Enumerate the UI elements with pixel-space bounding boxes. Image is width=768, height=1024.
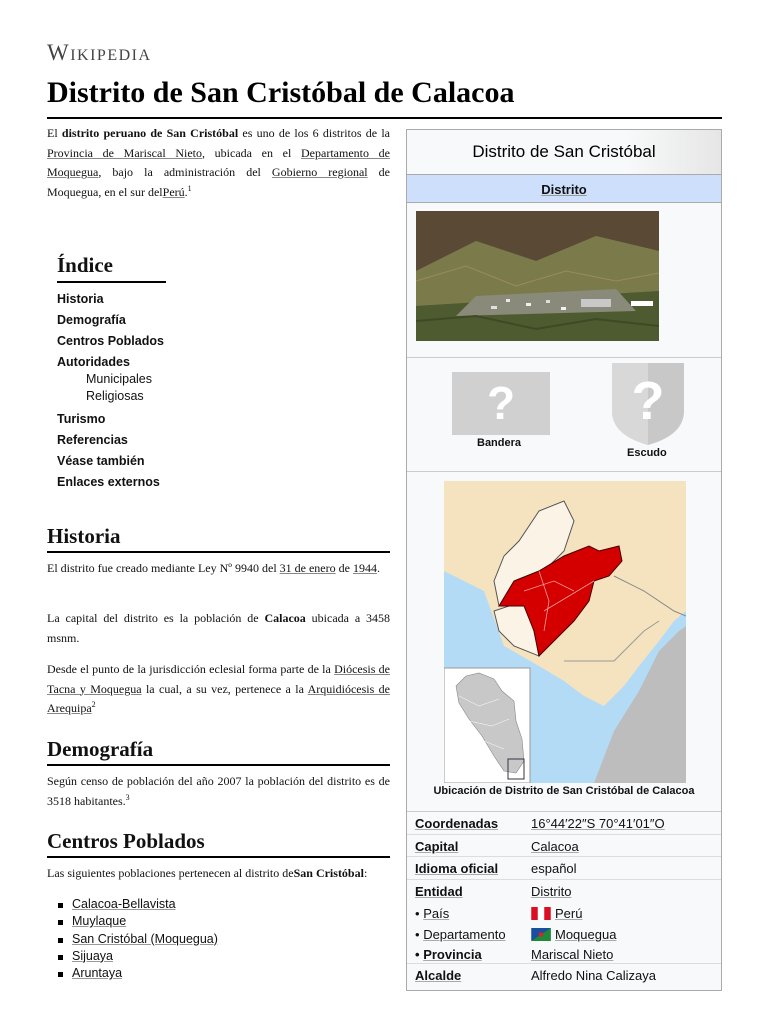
infobox-title: Distrito de San Cristóbal [407,130,721,174]
coordenadas-key[interactable]: Coordenadas [415,816,499,831]
infobox-symbols-row [407,358,721,472]
bullet: • [415,926,420,942]
historia-paragraph-2: La capital del distrito es la población de Calacoa ubicada a 3458 msnm. [47,611,391,645]
departamento-value[interactable]: Moquegua [555,926,617,942]
map-caption: Ubicación de Distrito de San Cristóbal de Calacoa [433,785,695,797]
shield-label: Escudo [627,447,667,459]
wikipedia-wordmark[interactable]: Wikipedia [47,40,152,65]
idioma-key[interactable]: Idioma oficial [415,861,499,877]
capital-value[interactable]: Calacoa [531,838,579,854]
link-provincia[interactable]: Provincia de Mariscal Nieto [47,145,202,160]
flag-label: Bandera [477,437,522,449]
infobox-photo-row [407,203,721,358]
valley-photo[interactable] [416,211,659,341]
toc-item-vease-tambien[interactable]: Véase también [57,454,145,468]
section-heading-demografia: Demografía [47,737,390,766]
provincia-value[interactable]: Mariscal Nieto [531,947,614,963]
page-title: Distrito de San Cristóbal de Calacoa [47,76,515,109]
toc-item-historia[interactable]: Historia [57,292,104,306]
link-31-enero[interactable]: 31 de enero [279,561,336,575]
entidad-key[interactable]: Entidad [415,884,463,900]
lede-paragraph: El distrito peruano de San Cristóbal es uno de los 6 distritos de la Provincia de Mariscal Nieto, ubicada en el Departamento de Moquegua, bajo la administración del Gobierno regional de Moquegua, en el sur delPerú.$^1$ [47,126,391,199]
historia-paragraph-3: Desde el punto de la jurisdicción eclesial forma parte de la Diócesis de Tacna y Moquegua la cual, a su vez, pertenece a la Arquidiócesis de Arequipa$^2$ [47,662,391,715]
title-divider [47,117,722,119]
infobox-row-idioma [407,857,721,880]
moquegua-flag-icon [531,928,551,941]
list-item[interactable]: Calacoa-Bellavista [58,896,218,913]
svg-text:?: ? [631,371,665,431]
bullet: • [415,947,420,963]
section-heading-centros-poblados: Centros Poblados [47,829,390,858]
link-arquidiocesis[interactable]: Arquidiócesis de Arequipa [47,681,391,715]
pais-value[interactable]: Perú [555,906,583,922]
table-of-contents [57,253,257,493]
link-peru[interactable]: Perú [162,184,185,199]
infobox-row-alcalde [407,964,721,987]
ref-3[interactable]: 3 [125,792,130,802]
centros-poblados-list [58,896,218,982]
list-item[interactable]: San Cristóbal (Moquegua) [58,931,218,948]
toc-item-centros-poblados[interactable]: Centros Poblados [57,334,164,348]
list-item[interactable]: Aruntaya [58,965,218,982]
infobox-row-capital [407,835,721,858]
link-departamento[interactable]: Departamento de Moquegua [47,145,390,179]
entidad-value[interactable]: Distrito [531,884,572,900]
historia-paragraph-1: El distrito fue creado mediante Ley Nº 9940 del 31 de enero de 1944. [47,561,380,575]
ref-2[interactable]: 2 [91,700,96,709]
infobox-map-row [407,472,721,812]
toc-item-demografia[interactable]: Demografía [57,313,126,327]
link-gobierno-regional[interactable]: Gobierno regional [271,165,368,179]
departamento-key[interactable]: Departamento [423,926,506,942]
toc-item-religiosas[interactable]: Religiosas [86,389,144,403]
pais-key[interactable]: País [423,906,450,922]
toc-item-referencias[interactable]: Referencias [57,433,128,447]
toc-title: Índice [57,253,166,283]
centros-intro: Las siguientes poblaciones pertenecen al distrito deSan Cristóbal: [47,866,368,880]
ref-1[interactable]: 1 [187,183,192,193]
link-diocesis[interactable]: Diócesis de Tacna y Moquegua [47,662,390,696]
provincia-key[interactable]: Provincia [423,947,482,963]
coordenadas-value[interactable]: 16°44′22″S 70°41′01″O [531,816,665,831]
alcalde-value: Alfredo Nina Calizaya [531,968,657,984]
demografia-paragraph: Según censo de población del año 2007 la población del distrito es de 3518 habitantes.$^3$ [47,774,390,808]
infobox-row-provincia [407,943,721,964]
link-1944[interactable]: 1944 [352,561,377,575]
toc-item-turismo[interactable]: Turismo [57,412,106,426]
section-heading-historia: Historia [47,524,390,553]
infobox-type[interactable]: Distrito [407,174,721,203]
toc-item-autoridades[interactable]: Autoridades [57,355,130,369]
location-map[interactable] [444,481,686,783]
peru-flag-icon [531,907,551,920]
infobox-row-departamento [407,923,721,944]
flag-placeholder-icon[interactable]: ? [452,372,550,435]
idioma-value: español [531,861,577,877]
capital-key[interactable]: Capital [415,838,459,854]
list-item[interactable]: Muylaque [58,913,218,930]
alcalde-key[interactable]: Alcalde [415,968,462,984]
infobox-row-pais [407,902,721,923]
shield-placeholder-icon[interactable] [612,363,684,445]
infobox-row-entidad [407,880,721,902]
infobox [406,129,722,991]
toc-item-enlaces-externos[interactable]: Enlaces externos [57,475,160,489]
bullet: • [415,906,420,922]
infobox-row-coordenadas [407,812,721,835]
list-item[interactable]: Sijuaya [58,948,218,965]
toc-item-municipales[interactable]: Municipales [86,372,153,386]
